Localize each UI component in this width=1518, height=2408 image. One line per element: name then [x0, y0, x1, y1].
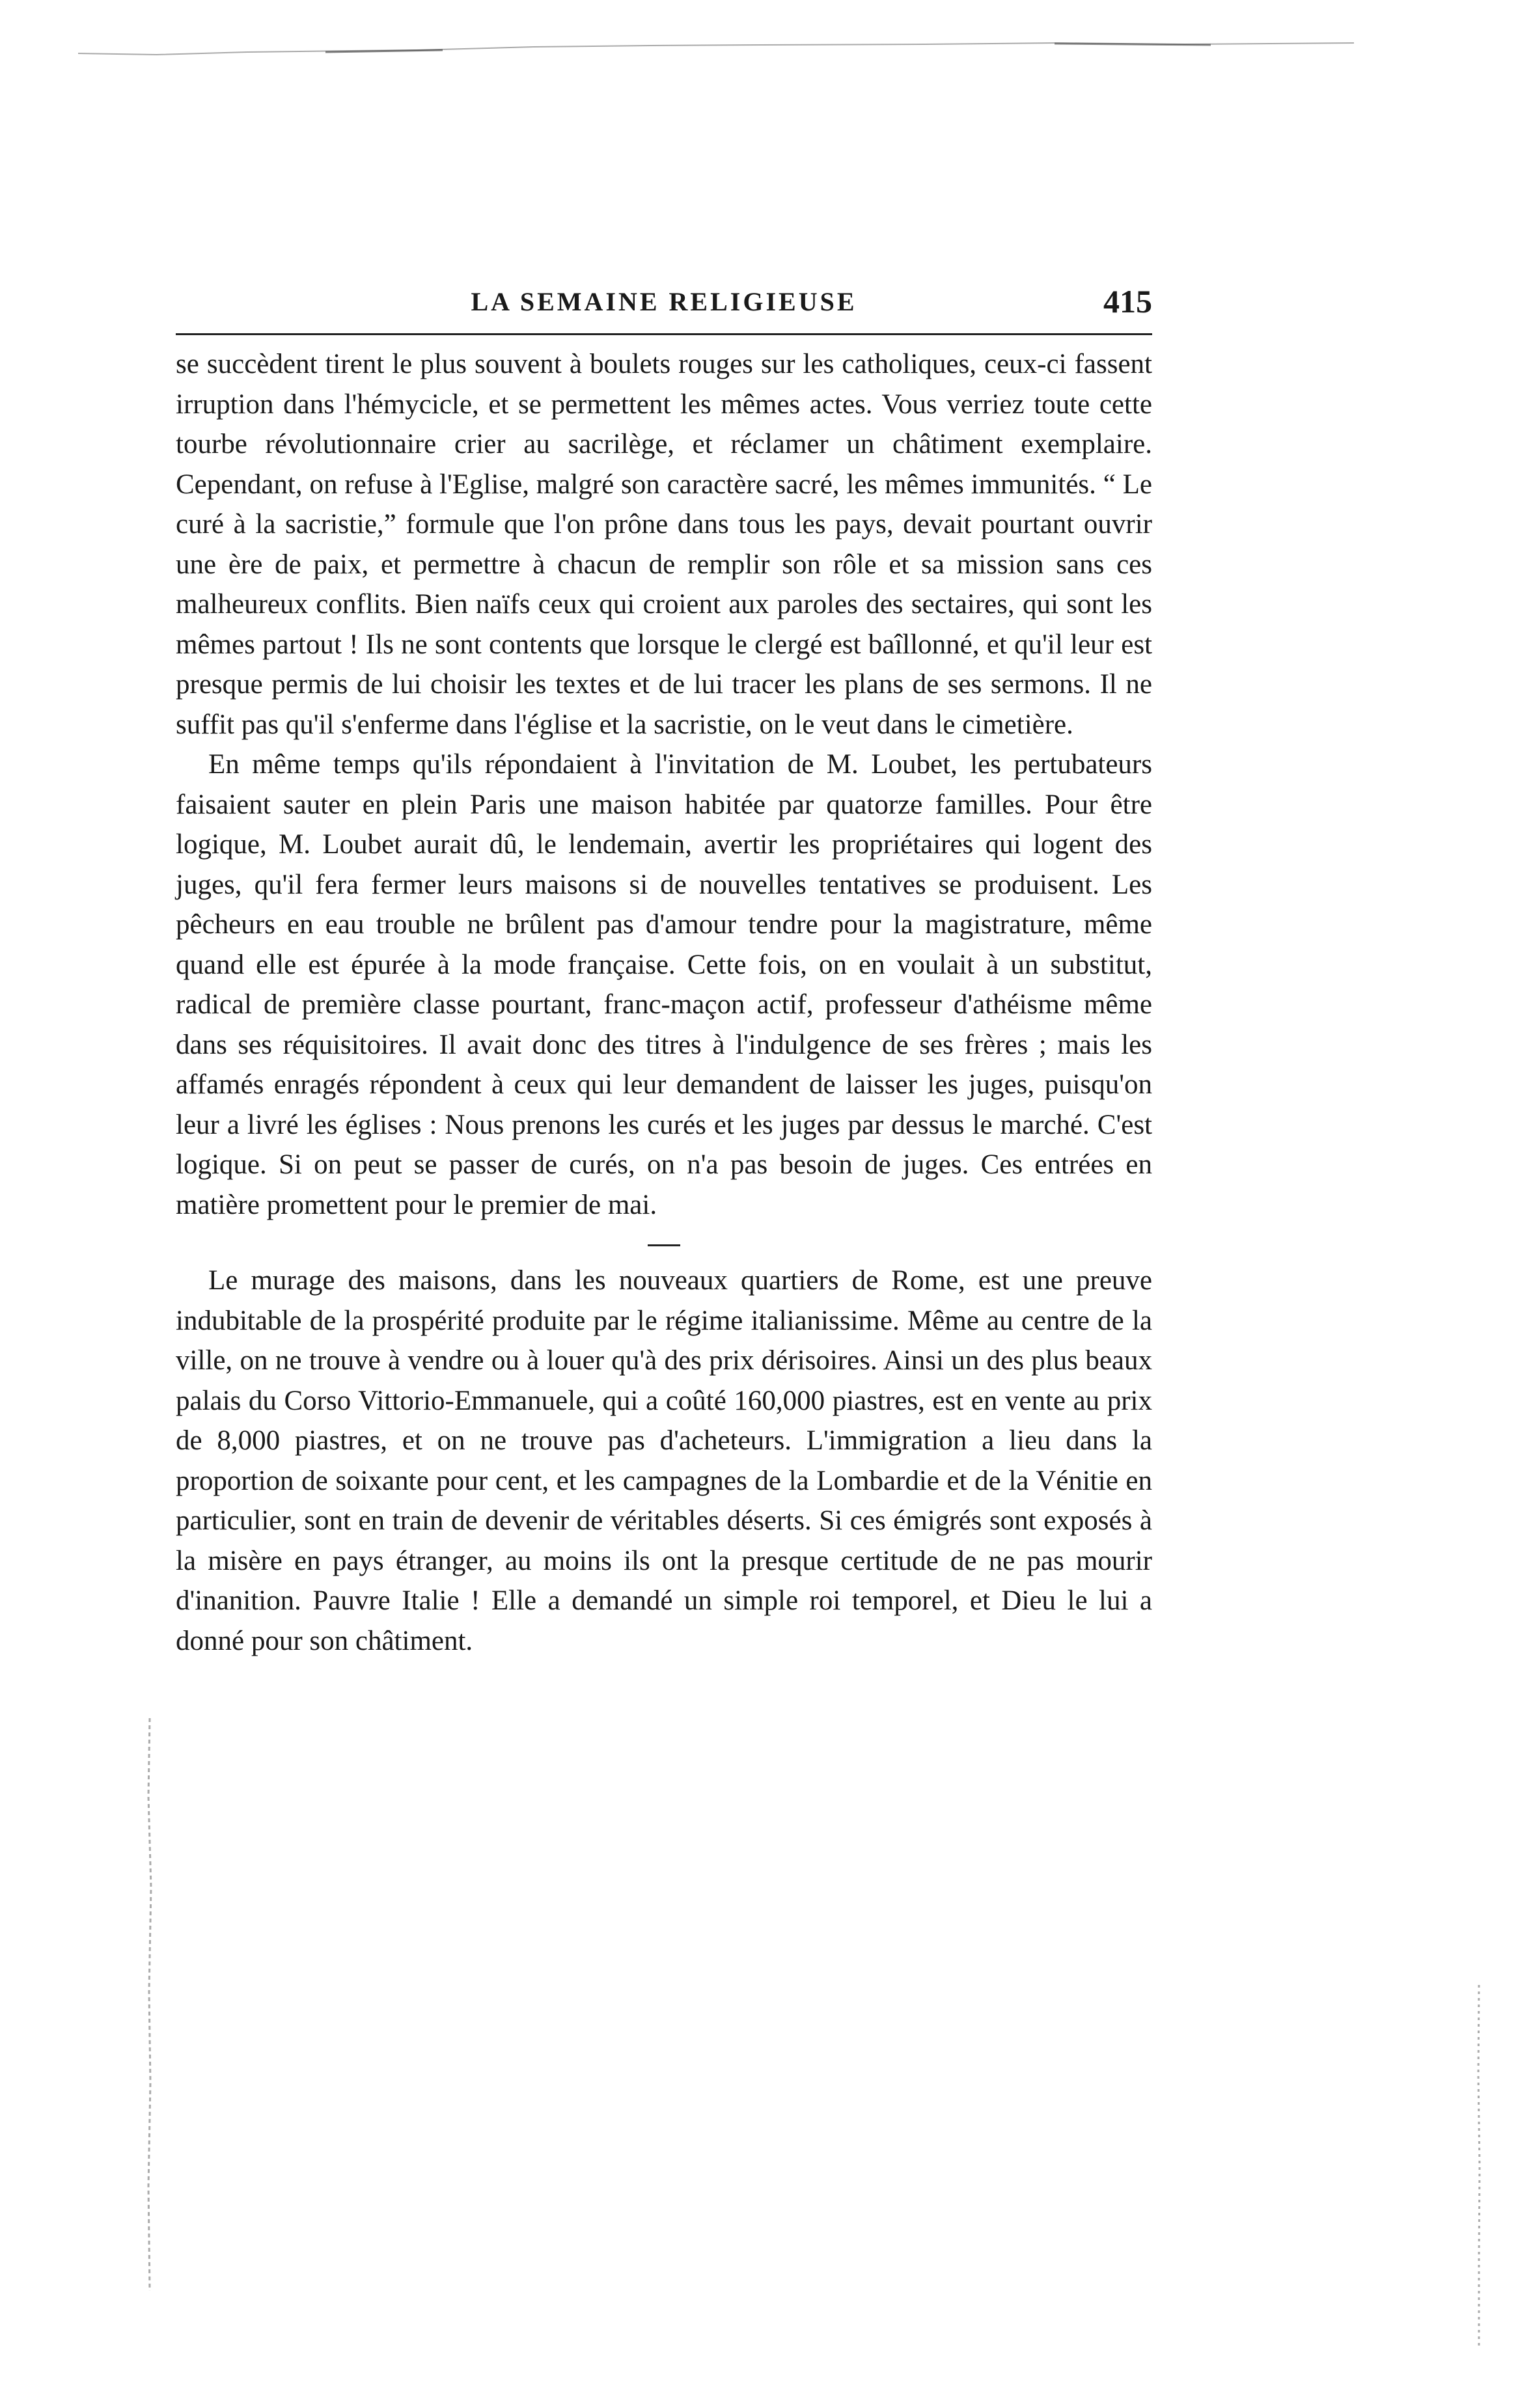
section-separator: [648, 1244, 680, 1246]
scan-edge-noise: [78, 39, 1354, 65]
paragraph-2: En même temps qu'ils répondaient à l'invitation de M. Loubet, les pertubateurs faisaient sauter en plein Paris une maison habitée par quatorze familles. Pour être logique, M. Loubet aurait dû, le lendemain, avertir les propriétaires qui logent des juges, qu'il fera fermer leurs maisons si de nouvelles tentatives se produisent. Les pêcheurs en eau trouble ne brûlent pas d'amour tendre pour la magistrature, même quand elle est épurée à la mode française. Cette fois, on en voulait à un substitut, radical de première classe pourtant, franc-maçon actif, professeur d'athéisme même dans ses réquisitoires. Il avait donc des titres à l'indulgence de ses frères ; mais les affamés enragés répondent à ceux qui leur demandent de laisser les juges, puisqu'on leur a livré les églises : Nous prenons les curés et les juges par dessus le marché. C'est logique. Si on peut se passer de curés, on n'a pas besoin de juges. Ces entrées en matière promettent pour le premier de mai.: [176, 749, 1152, 1220]
document-page: [176, 283, 1152, 1661]
paragraph-3: Le murage des maisons, dans les nouveaux quartiers de Rome, est une preuve indubitable de la prospérité produite par le régime italianissime. Même au centre de la ville, on ne trouve à vendre ou à louer qu'à des prix dérisoires. Ainsi un des plus beaux palais du Corso Vittorio-Emmanuele, qui a coûté 160,000 piastres, est en vente au prix de 8,000 piastres, et on ne trouve pas d'acheteurs. L'immigration a lieu dans la proportion de soixante pour cent, et les campagnes de la Lombardie et de la Vénitie en particulier, sont en train de devenir de véritables déserts. Si ces émigrés sont exposés à la misère en pays étranger, au moins ils ont la presque certitude de ne pas mourir d'inanition. Pauvre Italie ! Elle a demandé un simple roi temporel, et Dieu le lui a donné pour son châtiment.: [176, 1265, 1152, 1656]
header-rule: [176, 333, 1152, 335]
page-number: 415: [1103, 283, 1152, 320]
paragraph-1: se succèdent tirent le plus souvent à boulets rouges sur les catholiques, ceux-ci fassent irruption dans l'hémycicle, et se permettent les mêmes actes. Vous verriez toute cette tourbe révolutionnaire crier au sacrilège, et réclamer un châtiment exemplaire. Cependant, on refuse à l'Eglise, malgré son caractère sacré, les mêmes immunités. “ Le curé à la sacristie,” formule que l'on prône dans tous les pays, devait pourtant ouvrir une ère de paix, et permettre à chacun de remplir son rôle et sa mission sans ces malheureux conflits. Bien naïfs ceux qui croient aux paroles des sectaires, qui sont les mêmes partout ! Ils ne sont contents que lorsque le clergé est baîllonné, et qu'il leur est presque permis de lui choisir les textes et de lui tracer les plans de ses sermons. Il ne suffit pas qu'il s'enferme dans l'église et la sacristie, on le veut dans le cimetière.: [176, 349, 1152, 740]
right-margin-noise: [1472, 1985, 1485, 2349]
body-text: [176, 344, 1152, 1661]
left-margin-noise: [137, 1718, 163, 2291]
header-title: LA SEMAINE RELIGIEUSE: [471, 287, 857, 316]
running-head: [176, 283, 1152, 333]
